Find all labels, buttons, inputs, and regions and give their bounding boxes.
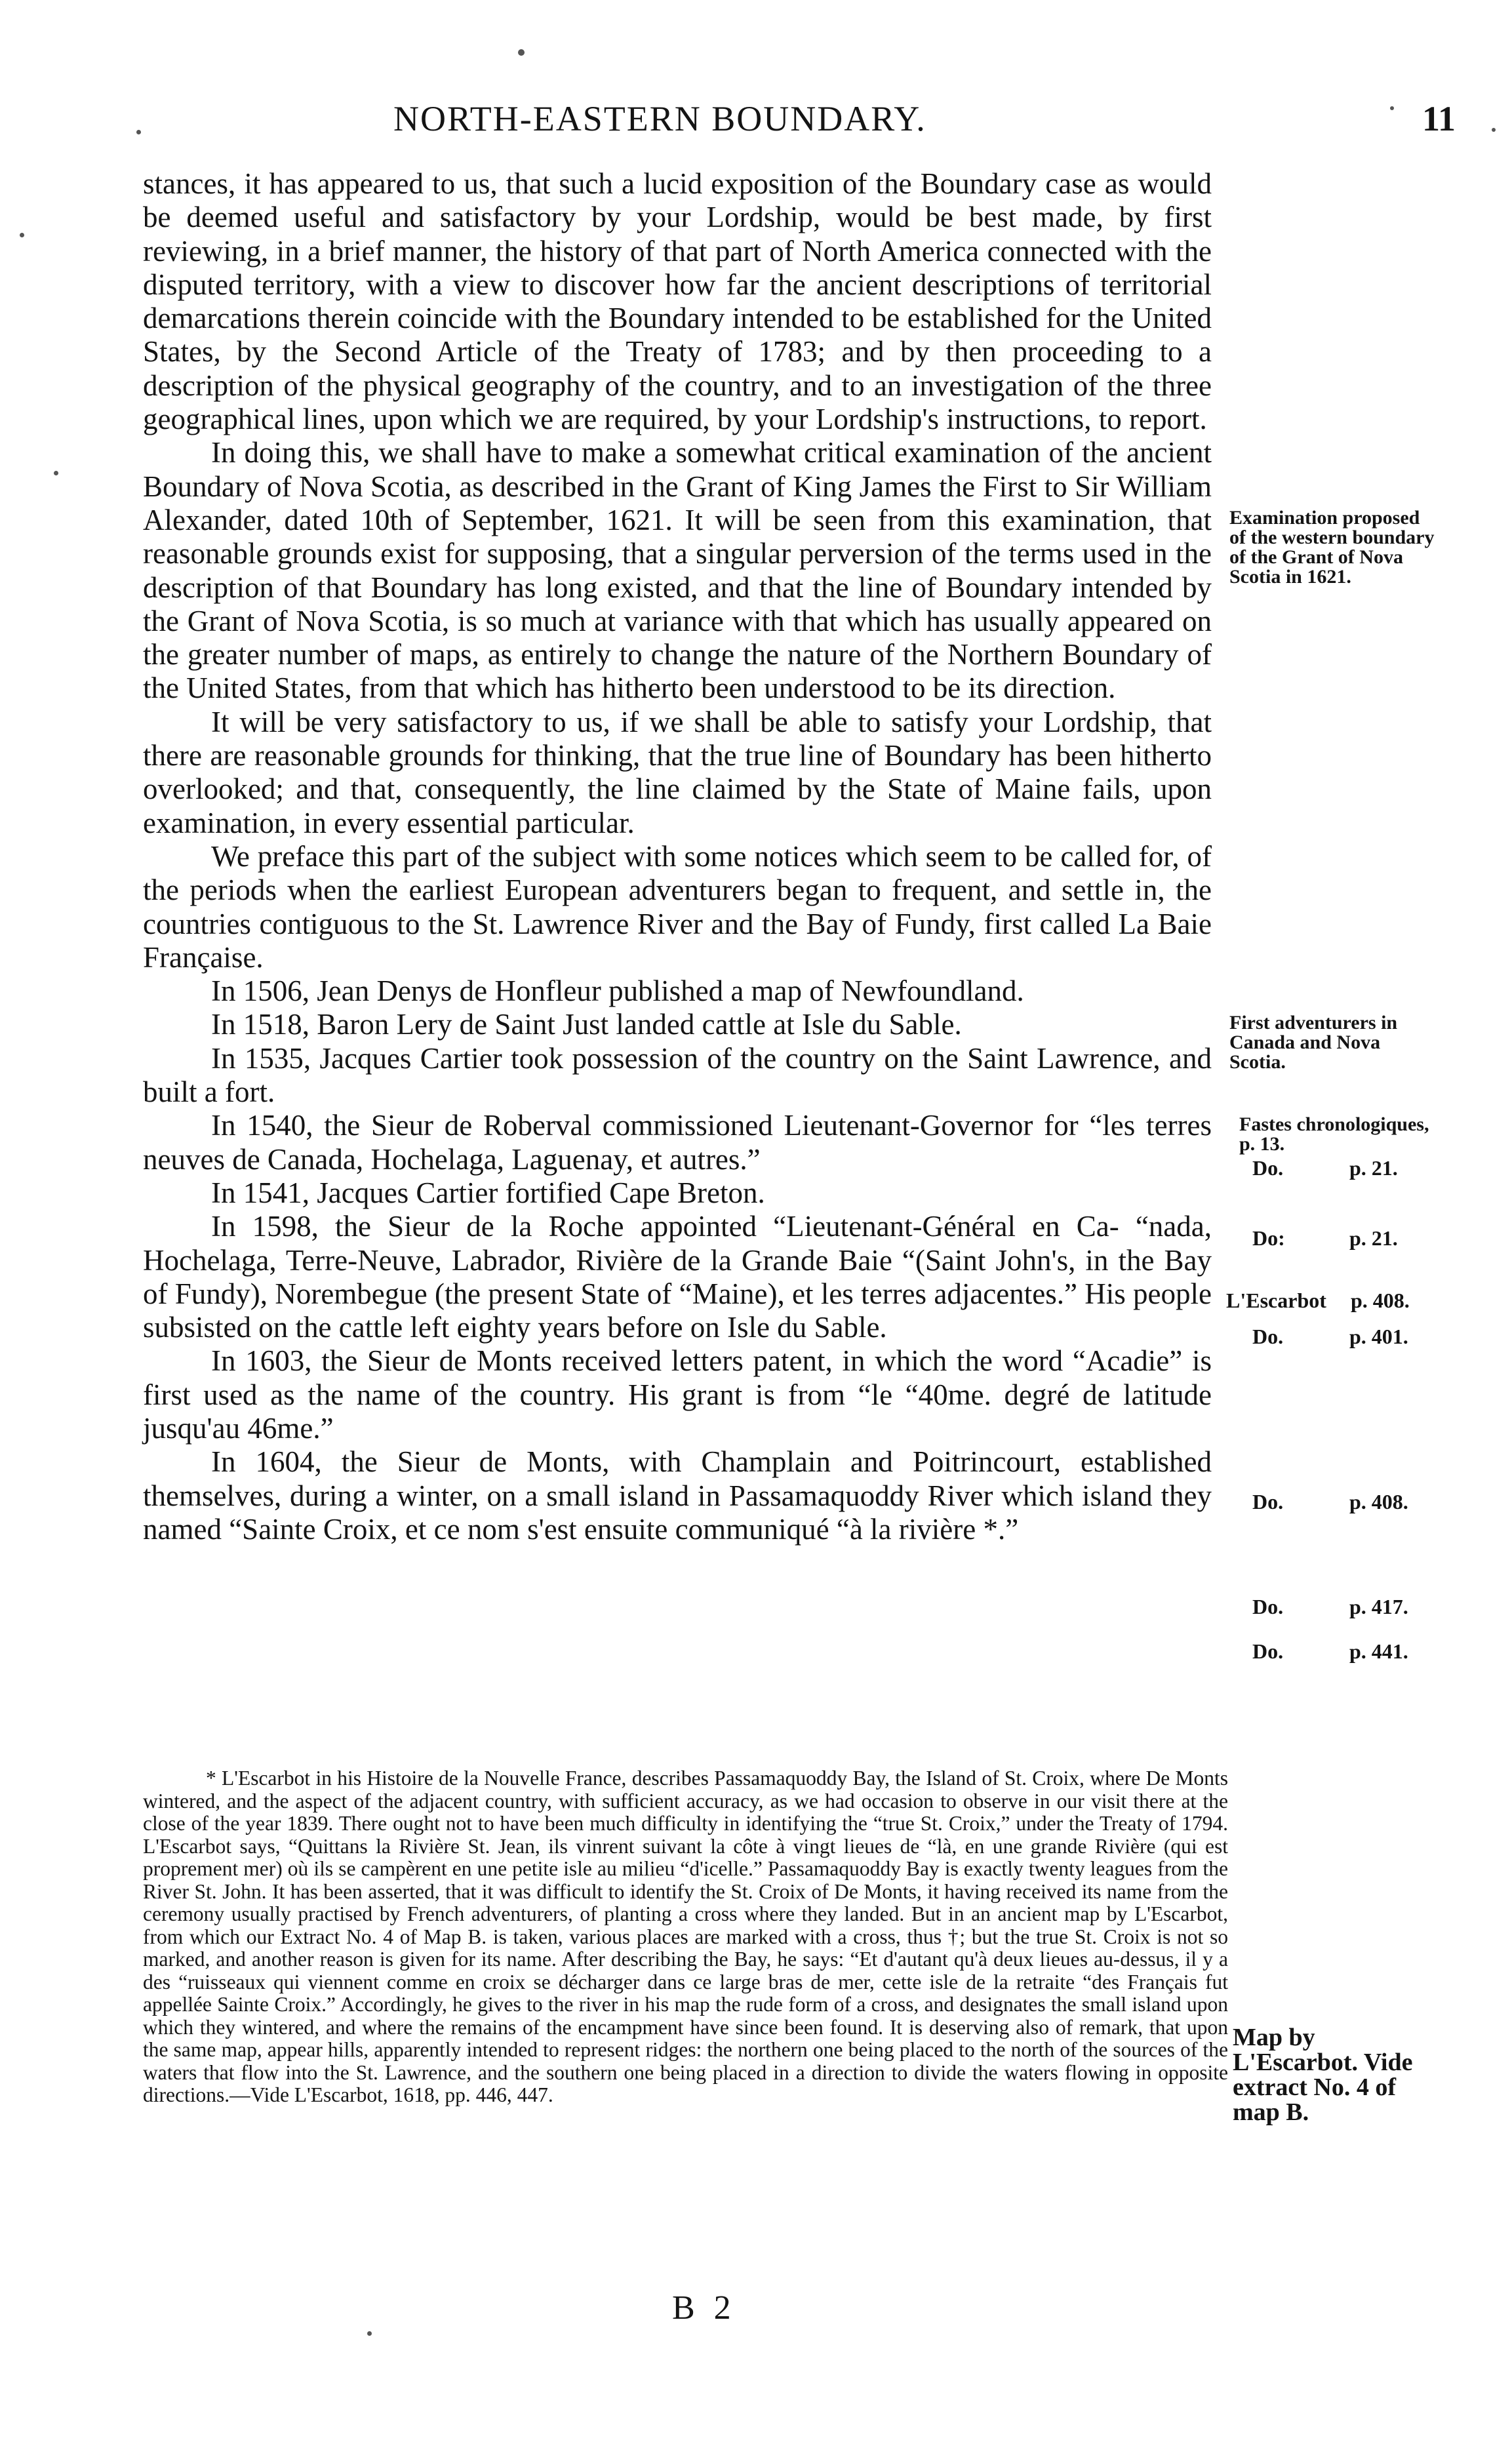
- margin-note: Examination proposed of the western boundary of the Grant of Nova Scotia in 1621.: [1229, 507, 1435, 588]
- margin-ref-page: p. 417.: [1349, 1595, 1408, 1618]
- margin-ref-page: p. 21.: [1349, 1226, 1398, 1250]
- running-header: [393, 98, 1456, 157]
- ink-speck: [367, 2331, 372, 2336]
- printer-signature: B 2: [672, 2289, 736, 2327]
- margin-note: First adventurers in Canada and Nova Scotia.: [1229, 1012, 1398, 1073]
- paragraph: stances, it has appeared to us, that such a lucid exposition of the Boundary case as would be deemed useful and satisfactory by your Lordship, would be best made, by first reviewing, in a brief manner, the history of that part of North America connected with the disputed territory, with a view to discover how far the ancient descriptions of territorial demarcations therein coincide with the Boundary intended to be established for the United States, by the Second Article of the Treaty of 1783; and by then proceeding to a description of the physical geography of the country, and to an investigation of the three geographical lines, upon which we are required, by your Lordship's instructions, to report.: [143, 167, 1212, 436]
- ink-speck: [518, 49, 525, 56]
- margin-ref-source: Do.: [1252, 1490, 1284, 1513]
- margin-note: Fastes chronologiques, p. 13.: [1239, 1113, 1429, 1155]
- paragraph: In 1598, the Sieur de la Roche appointed “Lieutenant-Général en Ca- “nada, Hochelaga, Terre-Neuve, Labrador, Rivière de la Grande Baie “(Saint John's, in the Bay of Fundy), Norembegue (the present State of “Maine), et les terres adjacentes.” His people subsisted on the cattle left eighty years before on Isle du Sable.: [143, 1210, 1212, 1344]
- paragraph: In 1541, Jacques Cartier fortified Cape Breton.: [211, 1176, 765, 1209]
- paragraph: In 1518, Baron Lery de Saint Just landed cattle at Isle du Sable.: [211, 1008, 962, 1041]
- page-number: 11: [1422, 99, 1456, 138]
- ink-speck: [1390, 106, 1394, 110]
- ink-speck: [54, 471, 58, 475]
- margin-ref-source: Do.: [1252, 1595, 1284, 1618]
- running-title: NORTH-EASTERN BOUNDARY.: [393, 99, 926, 138]
- margin-ref-source: Do.: [1252, 1639, 1284, 1663]
- footnote-text: * L'Escarbot in his Histoire de la Nouvelle France, describes Passamaquoddy Bay, the Island of St. Croix, where De Monts wintered, and the aspect of the adjacent country, with sufficient accuracy, as we had occasion to observe in our visit there at the close of the year 1839. There ought not to have been much difficulty in identifying the “true St. Croix,” under the Treaty of 1794. L'Escarbot says, “Quittans la Rivière St. Jean, ils vinrent suivant la côte à vingt lieues de “là, en une grande Rivière (qui est proprement mer) où ils se campèrent en une petite isle au milieu “d'icelle.” Passamaquoddy Bay is exactly twenty leagues from the River St. John. It has been asserted, that it was difficult to identify the St. Croix of De Monts, it having received its name from the ceremony usually practised by French adventurers, of planting a cross where they landed. But in an ancient map by L'Escarbot, from which our Extract No. 4 of Map B. is taken, various places are marked with a cross, thus †; but the true St. Croix is not so marked, and another reason is given for its name. After describing the Bay, he says: “Et d'autant qu'à deux lieues au-dessus, il y a des “ruisseaux qui viennent comme en croix se décharger dans ce large bras de mer, cette isle de la retraite “des Français fut appellée Sainte Croix.” Accordingly, he gives to the river in his map the rude form of a cross, and designates the small island upon which they wintered, and where the remains of the encampment have since been found. It is deserving also of remark, that upon the same map, appear hills, apparently intended to represent ridges: the northern one being placed to the north of the sources of the waters that flow into the St. Lawrence, and the southern one being placed in a direction to divide the waters flowing in opposite directions.—Vide L'Escarbot, 1618, pp. 446, 447.: [143, 1767, 1228, 2106]
- margin-ref-source: Do.: [1252, 1156, 1284, 1180]
- paragraph: In 1603, the Sieur de Monts received letters patent, in which the word “Acadie” is first used as the name of the country. His grant is from “le “40me. degré de latitude jusqu'au 46me.”: [143, 1344, 1212, 1445]
- paragraph: In doing this, we shall have to make a somewhat critical examination of the ancient Boundary of Nova Scotia, as described in the Grant of King James the First to Sir William Alexander, dated 10th of September, 1621. It will be seen from this examination, that reasonable grounds exist for supposing, that a singular perversion of the terms used in the description of that Boundary has long existed, and that the line of Boundary intended by the Grant of Nova Scotia, is so much at variance with that which has usually appeared on the greater number of maps, as entirely to change the nature of the Northern Boundary of the United States, from that which has hitherto been understood to be its direction.: [143, 436, 1212, 705]
- footnote: [143, 1767, 1228, 2107]
- paragraph: We preface this part of the subject with some notices which seem to be called for, of the periods when the earliest European adventurers began to frequent, and settle in, the countries contiguous to the St. Lawrence River and the Bay of Fundy, first called La Baie Française.: [143, 839, 1212, 974]
- ink-speck: [20, 233, 24, 237]
- margin-ref-source: Do:: [1252, 1226, 1285, 1250]
- paragraph: In 1540, the Sieur de Roberval commissioned Lieutenant-Governor for “les terres neuves de Canada, Hochelaga, Laguenay, et autres.”: [143, 1109, 1212, 1176]
- footnote-margin-note: Map by L'Escarbot. Vide extract No. 4 of map B.: [1233, 2024, 1413, 2126]
- ink-speck: [136, 130, 141, 134]
- body-text: [143, 167, 1212, 1546]
- paragraph: In 1506, Jean Denys de Honfleur published a map of Newfoundland.: [211, 974, 1024, 1008]
- margin-ref-source: L'Escarbot: [1226, 1289, 1326, 1312]
- margin-ref-page: p. 21.: [1349, 1156, 1398, 1180]
- paragraph: In 1604, the Sieur de Monts, with Champlain and Poitrincourt, established themselves, during a winter, on a small island in Passamaquoddy River which island they named “Sainte Croix, et ce nom s'est ensuite communiqué “à la rivière *.”: [143, 1445, 1212, 1546]
- margin-ref-page: p. 441.: [1349, 1639, 1408, 1663]
- margin-ref-source: Do.: [1252, 1325, 1284, 1348]
- margin-ref-page: p. 408.: [1349, 1490, 1408, 1513]
- paragraph: In 1535, Jacques Cartier took possession of the country on the Saint Lawrence, and built a fort.: [143, 1041, 1212, 1109]
- paragraph: It will be very satisfactory to us, if we shall be able to satisfy your Lordship, that there are reasonable grounds for thinking, that the true line of Boundary has been hitherto overlooked; and that, consequently, the line claimed by the State of Maine fails, upon examination, in every essential particular.: [143, 705, 1212, 839]
- margin-ref-page: p. 401.: [1349, 1325, 1408, 1348]
- margin-ref-page: p. 408.: [1351, 1289, 1410, 1312]
- ink-speck: [1492, 128, 1496, 132]
